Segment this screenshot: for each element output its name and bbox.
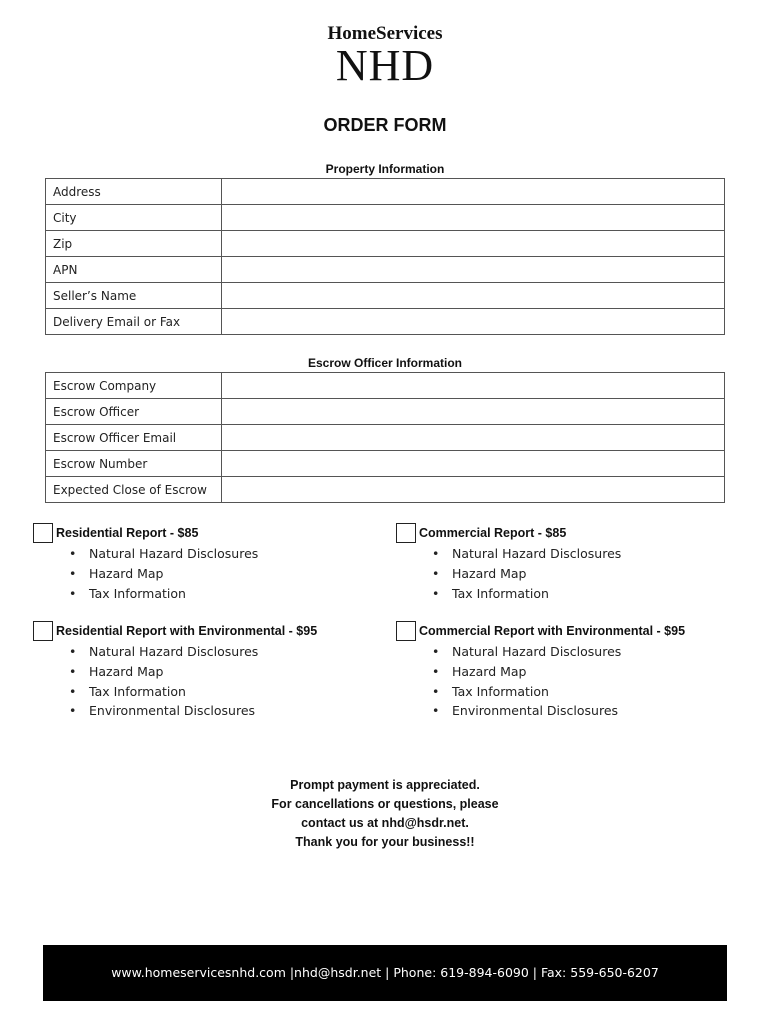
escrow-number-input[interactable]	[222, 451, 725, 477]
list-item: • Natural Hazard Disclosures	[69, 544, 373, 564]
escrow-section-title: Escrow Officer Information	[307, 356, 463, 370]
bullet-icon: •	[69, 585, 77, 601]
property-section-title: Property Information	[325, 162, 445, 176]
closing-line: Thank you for your business!!	[295, 835, 475, 849]
residential-report-checkbox[interactable]	[33, 523, 53, 543]
table-row	[46, 373, 725, 399]
commercial-environmental-checkbox[interactable]	[396, 621, 416, 641]
commercial-environmental-option	[396, 620, 736, 721]
bullet-icon: •	[432, 644, 440, 659]
field-label: Escrow Officer	[46, 399, 222, 425]
bullet-icon: •	[432, 565, 440, 581]
list-item: • Natural Hazard Disclosures	[69, 642, 373, 662]
escrow-info-table	[45, 372, 725, 503]
residential-environmental-checkbox[interactable]	[33, 621, 53, 641]
residential-environmental-option	[33, 620, 373, 721]
logo-top-text: HomeServices	[327, 23, 443, 44]
address-input[interactable]	[222, 179, 725, 205]
bullet-icon: •	[69, 683, 77, 699]
list-item: • Hazard Map	[69, 662, 373, 682]
field-label: Delivery Email or Fax	[46, 309, 222, 335]
closing-line: Prompt payment is appreciated.	[290, 778, 480, 792]
list-item: • Tax Information	[69, 682, 373, 702]
list-item: • Tax Information	[432, 584, 736, 604]
bullet-icon: •	[432, 703, 440, 719]
field-label: Expected Close of Escrow	[46, 477, 222, 503]
table-row	[46, 399, 725, 425]
field-label: Escrow Number	[46, 451, 222, 477]
closing-message	[0, 776, 770, 852]
bullet-icon: •	[432, 546, 440, 561]
bullet-icon: •	[432, 663, 440, 679]
delivery-email-input[interactable]	[222, 309, 725, 335]
field-label: Zip	[46, 231, 222, 257]
list-item: • Tax Information	[432, 682, 736, 702]
field-label: Seller’s Name	[46, 283, 222, 309]
commercial-report-option	[396, 522, 736, 603]
bullet-icon: •	[69, 644, 77, 659]
closing-line: For cancellations or questions, please	[271, 797, 499, 811]
footer-contact-text: www.homeservicesnhd.com |nhd@hsdr.net | Phone: 619-894-6090 | Fax: 559-650-6207	[111, 965, 659, 980]
field-label: City	[46, 205, 222, 231]
field-label: Escrow Company	[46, 373, 222, 399]
product-title: Commercial Report - $85	[419, 526, 567, 540]
table-row	[46, 257, 725, 283]
bullet-icon: •	[69, 663, 77, 679]
bullet-icon: •	[432, 683, 440, 699]
list-item: • Hazard Map	[432, 564, 736, 584]
company-logo	[0, 22, 770, 90]
table-row	[46, 477, 725, 503]
bullet-icon: •	[69, 565, 77, 581]
page-title: ORDER FORM	[323, 115, 447, 135]
table-row	[46, 309, 725, 335]
property-info-table	[45, 178, 725, 335]
list-item: • Natural Hazard Disclosures	[432, 642, 736, 662]
bullet-icon: •	[432, 585, 440, 601]
sellers-name-input[interactable]	[222, 283, 725, 309]
zip-input[interactable]	[222, 231, 725, 257]
bullet-icon: •	[69, 703, 77, 719]
list-item: • Tax Information	[69, 584, 373, 604]
logo-main-text: NHD	[335, 41, 435, 90]
escrow-officer-email-input[interactable]	[222, 425, 725, 451]
apn-input[interactable]	[222, 257, 725, 283]
product-title: Commercial Report with Environmental - $95	[419, 624, 686, 638]
product-title: Residential Report with Environmental - $95	[56, 624, 318, 638]
field-label: Escrow Officer Email	[46, 425, 222, 451]
table-row	[46, 283, 725, 309]
footer-bar	[43, 945, 727, 1001]
table-row	[46, 425, 725, 451]
city-input[interactable]	[222, 205, 725, 231]
table-row	[46, 451, 725, 477]
product-title: Residential Report - $85	[56, 526, 199, 540]
list-item: • Environmental Disclosures	[69, 701, 373, 721]
commercial-report-checkbox[interactable]	[396, 523, 416, 543]
bullet-icon: •	[69, 546, 77, 561]
table-row	[46, 179, 725, 205]
list-item: • Natural Hazard Disclosures	[432, 544, 736, 564]
list-item: • Environmental Disclosures	[432, 701, 736, 721]
residential-report-option	[33, 522, 373, 603]
list-item: • Hazard Map	[69, 564, 373, 584]
list-item: • Hazard Map	[432, 662, 736, 682]
closing-line: contact us at nhd@hsdr.net.	[301, 816, 469, 830]
table-row	[46, 231, 725, 257]
field-label: APN	[46, 257, 222, 283]
close-of-escrow-input[interactable]	[222, 477, 725, 503]
table-row	[46, 205, 725, 231]
escrow-officer-input[interactable]	[222, 399, 725, 425]
field-label: Address	[46, 179, 222, 205]
escrow-company-input[interactable]	[222, 373, 725, 399]
